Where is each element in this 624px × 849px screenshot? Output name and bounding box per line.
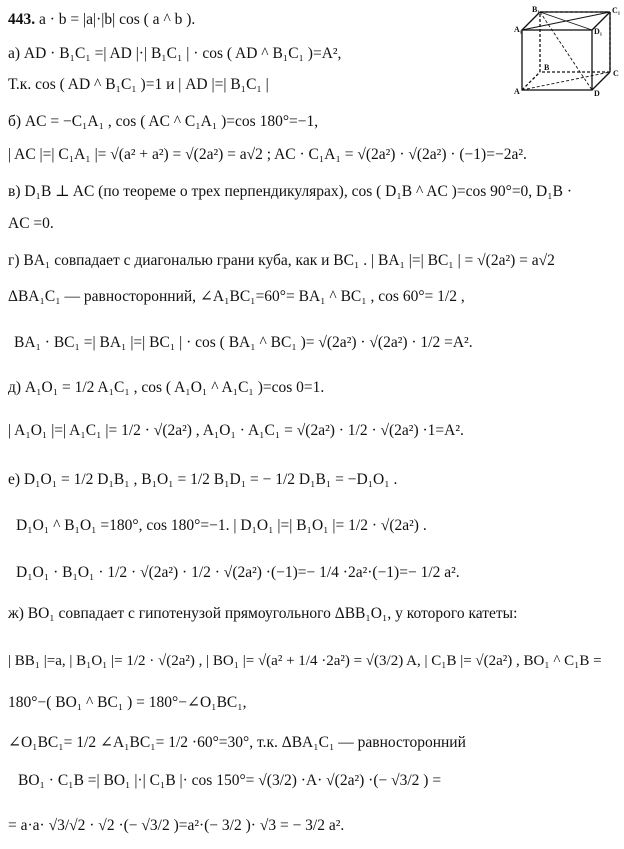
solution-line: BO₁ · C₁B =| BO₁ |·| C₁B |· cos 150°= √(3/2) ·A· √(2a²) ·(− √3/2 ) = <box>18 772 442 789</box>
solution-line: BA₁ · BC₁ =| BA₁ |=| BC₁ | · cos ( BA₁ ^ BC₁ )= √(2a²) · √(2a²) · 1/2 =A². <box>14 334 473 351</box>
solution-line: Т.к. cos ( AD ^ B₁C₁ )=1 и | AD |=| B₁C₁ | <box>8 76 269 93</box>
solution-line: | AC |=| C₁A₁ |= √(a² + a²) = √(2a²) = a√2 ; AC · C₁A₁ = √(2a²) · √(2a²) · (−1)=−2a². <box>8 146 527 163</box>
cube-label: D₁ <box>594 27 603 36</box>
cube-label: A <box>514 87 520 96</box>
solution-line: = a·a· √3/√2 · √2 ·(− √3/2 )=a²·(− 3/2 )· √3 = − 3/2 a². <box>8 817 345 834</box>
cube-label: B₁ <box>532 5 540 14</box>
solution-line: е) D₁O₁ = 1/2 D₁B₁ , B₁O₁ = 1/2 B₁D₁ = − 1/2 D₁B₁ = −D₁O₁ . <box>8 471 398 488</box>
cube-label: D <box>594 89 600 96</box>
problem-header <box>8 10 195 30</box>
solution-line: в) D₁B ⊥ AC (по теореме о трех перпендикулярах), cos ( D₁B ^ AC )=cos 90°=0, D₁B · <box>8 183 573 200</box>
solution-line: D₁O₁ ^ B₁O₁ =180°, cos 180°=−1. | D₁O₁ |=| B₁O₁ |= 1/2 · √(2a²) . <box>16 517 427 534</box>
solution-line: | A₁O₁ |=| A₁C₁ |= 1/2 · √(2a²) , A₁O₁ · A₁C₁ = √(2a²) · 1/2 · √(2a²) ·1=A². <box>8 422 464 439</box>
cube-label: B <box>544 63 550 72</box>
solution-line: б) AC = −C₁A₁ , cos ( AC ^ C₁A₁ )=cos 180°=−1, <box>8 113 319 130</box>
solution-line: д) A₁O₁ = 1/2 A₁C₁ , cos ( A₁O₁ ^ A₁C₁ )=cos 0=1. <box>8 379 325 396</box>
solution-line: г) BA₁ совпадает с диагональю грани куба, как и BC₁ . | BA₁ |=| BC₁ | = √(2a²) = a√2 <box>8 252 555 269</box>
cube-label: C <box>613 69 619 78</box>
solution-line: D₁O₁ · B₁O₁ · 1/2 · √(2a²) · 1/2 · √(2a²) ·(−1)=− 1/4 ·2a²·(−1)=− 1/2 a². <box>16 564 460 581</box>
solution-line: ΔBA₁C₁ — равносторонний, ∠A₁BC₁=60°= BA₁ ^ BC₁ , cos 60°= 1/2 , <box>8 288 465 305</box>
solution-line: AC =0. <box>8 215 54 232</box>
cube-label: A₁ <box>514 25 523 34</box>
solution-line: 180°−( BO₁ ^ BC₁ ) = 180°−∠O₁BC₁, <box>8 694 247 711</box>
solution-line: ж) BO₁ совпадает с гипотенузой прямоугольного ΔBB₁O₁, у которого катеты: <box>8 605 518 622</box>
solution-line: | BB₁ |=a, | B₁O₁ |= 1/2 · √(2a²) , | BO₁ |= √(a² + 1/4 ·2a²) = √(3/2) A, | C₁B |= √(2a²) , BO₁ ^ C₁B = <box>8 653 602 669</box>
problem-formula: a · b = |a|·|b| cos ( a ^ b ). <box>39 11 196 28</box>
cube-diagram-icon <box>514 4 622 96</box>
problem-number: 443. <box>8 11 36 28</box>
solution-line: а) AD · B₁C₁ =| AD |·| B₁C₁ | · cos ( AD ^ B₁C₁ )=A², <box>8 45 342 62</box>
solution-line: ∠O₁BC₁= 1/2 ∠A₁BC₁= 1/2 ·60°=30°, т.к. ΔBA₁C₁ — равносторонний <box>8 734 466 751</box>
cube-label: C₁ <box>612 6 621 15</box>
